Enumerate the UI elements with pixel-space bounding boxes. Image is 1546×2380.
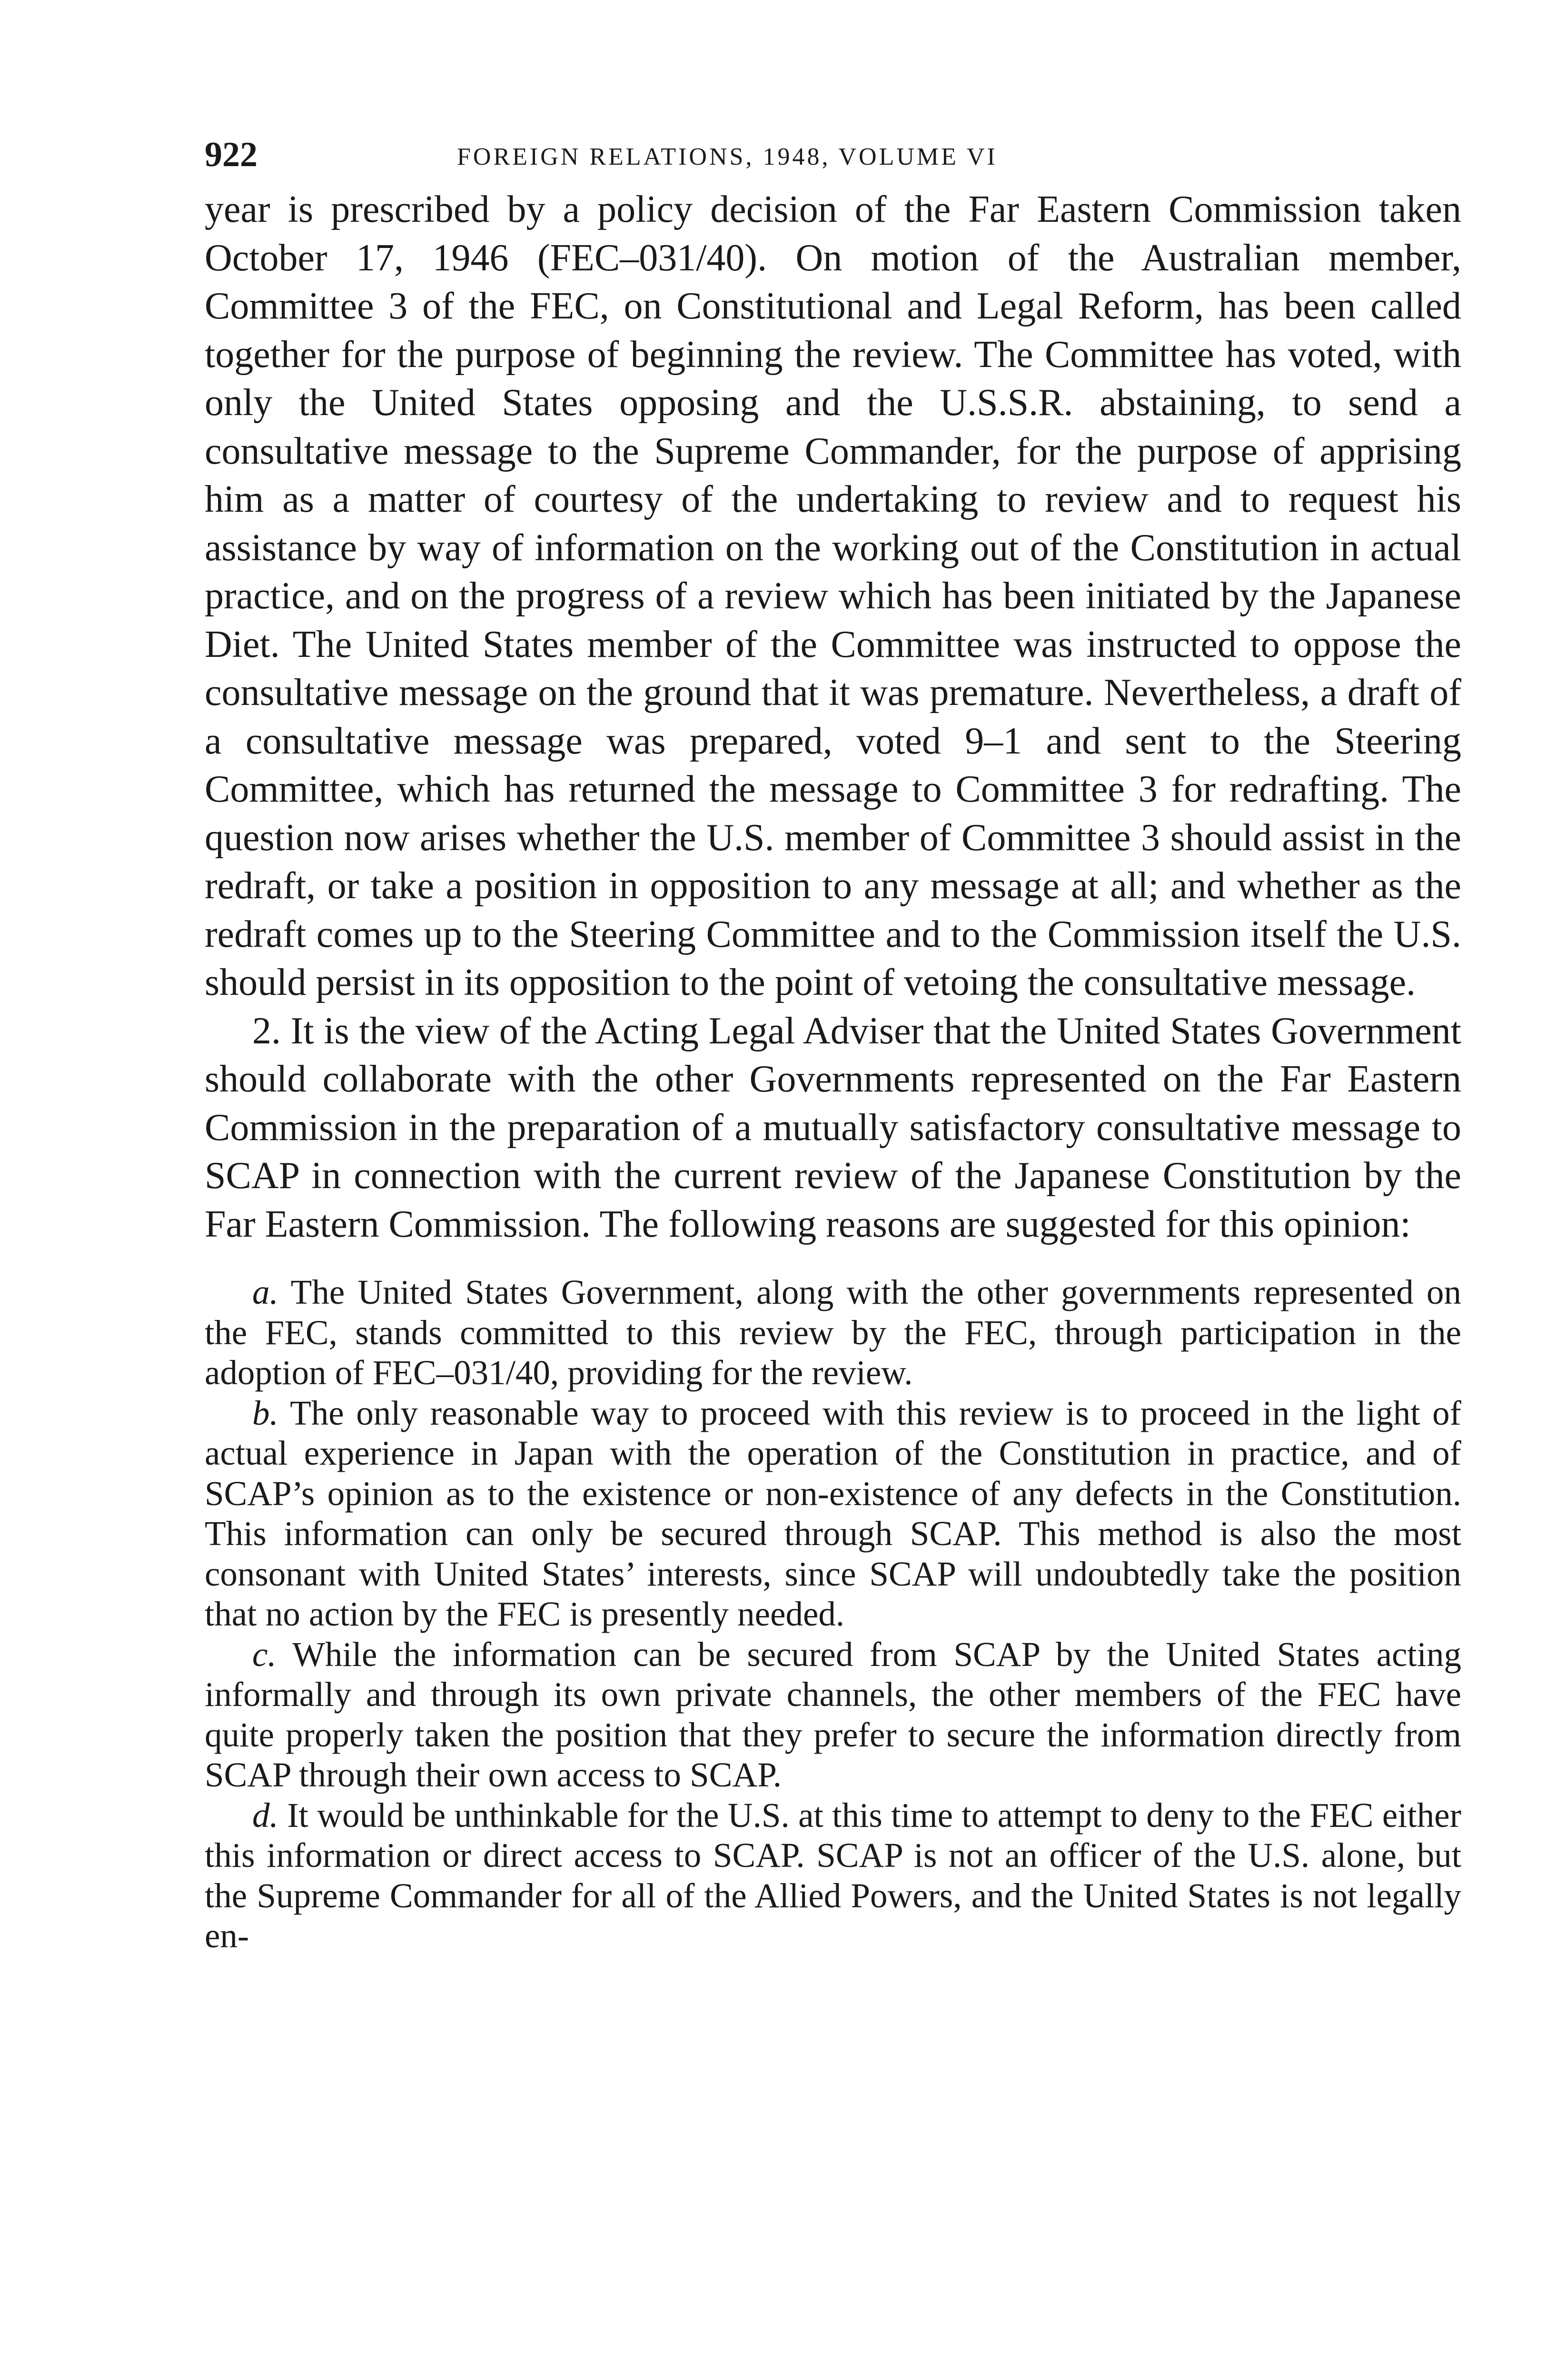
paragraph-continuation: year is prescribed by a policy decision of the Far Eastern Commission taken October 17, 1946 (FEC–031/40). On motion of the Australian member, Committee 3 of the FEC, on Constitutional and Legal Reform, has been called together for the purpose of beginning the review. The Committee has voted, with only the United States opposing and the U.S.S.R. abstaining, to send a consultative message to the Supreme Commander, for the purpose of apprising him as a matter of courtesy of the undertaking to review and to request his assistance by way of information on the working out of the Constitution in actual practice, and on the progress of a review which has been initiated by the Japanese Diet. The United States member of the Committee was instructed to oppose the consultative message on the ground that it was premature. Nevertheless, a draft of a consultative message was prepared, voted 9–1 and sent to the Steering Committee, which has returned the message to Committee 3 for redrafting. The question now arises whether the U.S. member of Committee 3 should assist in the redraft, or take a position in opposition to any message at all; and whether as the redraft comes up to the Steering Committee and to the Commission itself the U.S. should persist in its opposition to the point of vetoing the consultative message.: [205, 188, 1461, 1003]
reason-letter: b.: [252, 1393, 278, 1432]
paragraph-2: 2. It is the view of the Acting Legal Adviser that the United States Government should collaborate with the other Governments represented on the Far Eastern Commission in the preparation of a mutually satisfactory consultative message to SCAP in connection with the current review of the Japanese Constitution by the Far Eastern Commission. The following reasons are suggested for this opinion:: [205, 1010, 1461, 1245]
page-number: 922: [205, 135, 258, 174]
reason-letter: d.: [252, 1795, 278, 1835]
document-page: [205, 133, 1461, 1956]
reason-a: [205, 1272, 1461, 1393]
reason-text: The United States Government, along with the other governments represented on the FEC, stands committed to this review by the FEC, through participation in the adoption of FEC–031/40, providing for the review.: [205, 1273, 1461, 1392]
reason-text: The only reasonable way to proceed with this review is to proceed in the light of actual experience in Japan with the operation of the Constitution in practice, and of SCAP’s opinion as to the existence or non-existence of any defects in the Constitution. This information can only be secured through SCAP. This method is also the most consonant with United States’ interests, since SCAP will undoubtedly take the position that no action by the FEC is presently needed.: [205, 1393, 1461, 1633]
reason-c: [205, 1635, 1461, 1795]
running-head: FOREIGN RELATIONS, 1948, VOLUME VI: [457, 143, 998, 170]
reason-text: While the information can be secured from SCAP by the United States acting informally and through its own private channels, the other members of the FEC have quite properly taken the position that they prefer to secure the information directly from SCAP through their own access to SCAP.: [205, 1635, 1461, 1794]
reason-b: [205, 1393, 1461, 1635]
reason-d: [205, 1795, 1461, 1956]
reason-letter: a.: [252, 1273, 278, 1311]
reason-letter: c.: [252, 1635, 277, 1674]
page-header: [205, 133, 1461, 186]
reason-text: It would be unthinkable for the U.S. at this time to attempt to deny to the FEC either this information or direct access to SCAP. SCAP is not an officer of the U.S. alone, but the Supreme Commander for all of the Allied Powers, and the United States is not legally en-: [205, 1795, 1462, 1955]
reasons-list: [205, 1272, 1461, 1956]
